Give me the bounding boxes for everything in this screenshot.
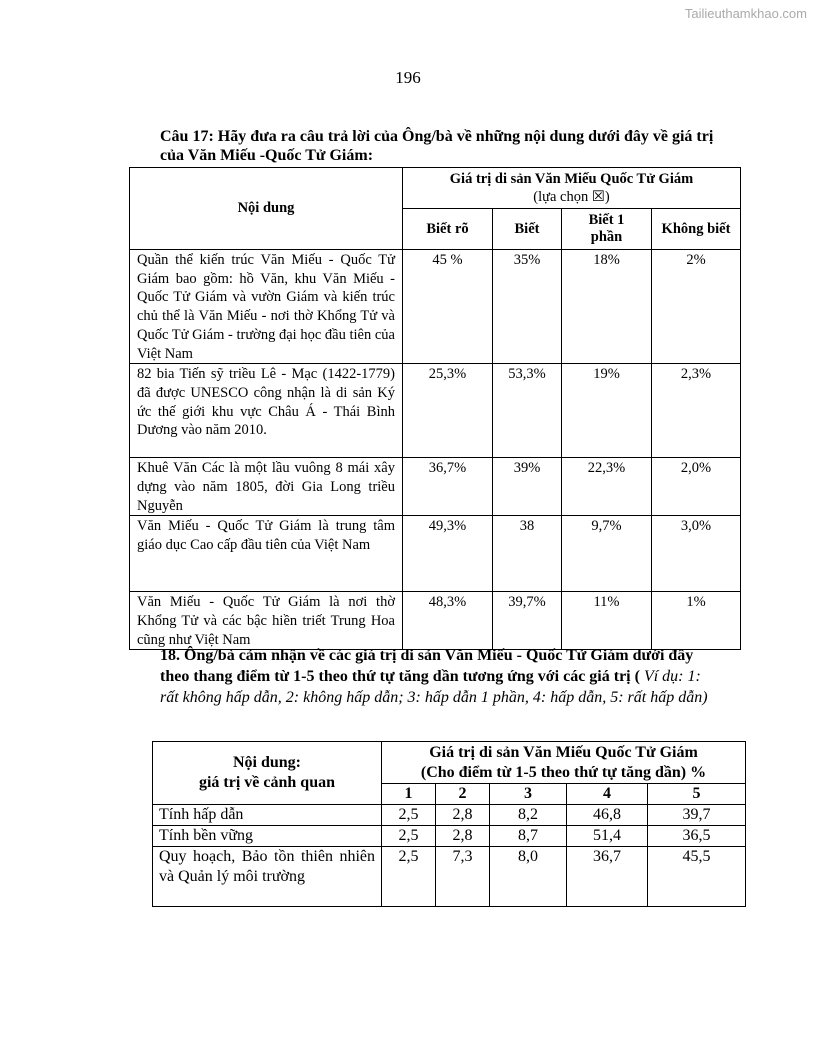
row-content: Tính bền vững bbox=[153, 826, 382, 847]
heritage-value-header bbox=[403, 168, 741, 209]
table-row bbox=[130, 250, 741, 364]
cell-biet-ro: 48,3% bbox=[403, 592, 493, 650]
question-18-example: Ví dụ: 1: rất không hấp dẫn, 2: không hấp dẫn; 3: hấp dẫn 1 phần, 4: hấp dẫn, 5: rất hấp dẫn) bbox=[160, 668, 708, 706]
cell-score-5: 36,5 bbox=[648, 826, 746, 847]
cell-biet-1-phan: 11% bbox=[562, 592, 652, 650]
col-header-biet: Biết bbox=[493, 209, 562, 250]
cell-score-5: 39,7 bbox=[648, 805, 746, 826]
question-18-heading-text: 18. Ông/bà cảm nhận về các giá trị di sản Văn Miếu - Quốc Tử Giám dưới đây theo thang điểm từ 1-5 theo thứ tự tăng dần tương ứng với các giá trị ( bbox=[160, 647, 694, 685]
content-header: Nội dung bbox=[130, 168, 403, 250]
cell-khong-biet: 3,0% bbox=[652, 516, 741, 592]
cell-khong-biet: 2% bbox=[652, 250, 741, 364]
question-18-table bbox=[152, 741, 746, 907]
row-content: Văn Miếu - Quốc Tử Giám là trung tâm giáo dục Cao cấp đầu tiên của Việt Nam bbox=[130, 516, 403, 592]
cell-score-2: 2,8 bbox=[436, 826, 490, 847]
table-row bbox=[130, 364, 741, 458]
cell-score-1: 2,5 bbox=[382, 826, 436, 847]
content-header-line2: giá trị về cảnh quan bbox=[198, 774, 335, 791]
watermark: Tailieuthamkhao.com bbox=[684, 6, 807, 21]
cell-score-4: 51,4 bbox=[567, 826, 648, 847]
cell-biet-ro: 49,3% bbox=[403, 516, 493, 592]
col-header-biet-1-phan: Biết 1 phần bbox=[562, 209, 652, 250]
score-header-1: 1 bbox=[382, 784, 436, 805]
cell-score-2: 7,3 bbox=[436, 847, 490, 907]
row-content: Văn Miếu - Quốc Tử Giám là nơi thờ Khổng Tử và các bậc hiền triết Trung Hoa cũng như Việt Nam bbox=[130, 592, 403, 650]
cell-score-2: 2,8 bbox=[436, 805, 490, 826]
table-row bbox=[153, 847, 746, 907]
cell-khong-biet: 2,0% bbox=[652, 458, 741, 516]
heritage-value-subtitle: (lựa chọn ☒) bbox=[533, 189, 610, 205]
page-number: 196 bbox=[395, 68, 421, 87]
col-header-biet-ro: Biết rõ bbox=[403, 209, 493, 250]
row-content: 82 bia Tiến sỹ triều Lê - Mạc (1422-1779) đã được UNESCO công nhận là di sản Ký ức thế giới khu vực Châu Á - Thái Bình Dương vào năm 2010. bbox=[130, 364, 403, 458]
cell-biet: 35% bbox=[493, 250, 562, 364]
landscape-content-header bbox=[153, 742, 382, 805]
cell-biet: 38 bbox=[493, 516, 562, 592]
table-row bbox=[130, 516, 741, 592]
cell-khong-biet: 2,3% bbox=[652, 364, 741, 458]
question-18-heading bbox=[160, 645, 715, 708]
cell-khong-biet: 1% bbox=[652, 592, 741, 650]
cell-biet: 39,7% bbox=[493, 592, 562, 650]
row-content: Khuê Văn Các là một lầu vuông 8 mái xây dựng vào năm 1805, đời Gia Long triều Nguyễn bbox=[130, 458, 403, 516]
cell-biet-1-phan: 18% bbox=[562, 250, 652, 364]
cell-score-4: 46,8 bbox=[567, 805, 648, 826]
table-row bbox=[130, 592, 741, 650]
score-group-header bbox=[382, 742, 746, 784]
cell-score-4: 36,7 bbox=[567, 847, 648, 907]
content-header-line1: Nội dung: bbox=[232, 754, 302, 771]
score-header-2: 2 bbox=[436, 784, 490, 805]
row-content: Quy hoạch, Bảo tồn thiên nhiên và Quản lý môi trường bbox=[153, 847, 382, 907]
question-17-table bbox=[129, 167, 741, 650]
cell-biet: 53,3% bbox=[493, 364, 562, 458]
table-row bbox=[153, 805, 746, 826]
row-content: Tính hấp dẫn bbox=[153, 805, 382, 826]
row-content: Quần thể kiến trúc Văn Miếu - Quốc Tử Giám bao gồm: hồ Văn, khu Văn Miếu - Quốc Tử Giám và vườn Giám và kiến trúc chủ thể là Văn Miếu - nơi thờ Khổng Tử và Quốc Tử Giám - trường đại học đầu tiên của Việt Nam bbox=[130, 250, 403, 364]
col-header-khong-biet: Không biết bbox=[652, 209, 741, 250]
cell-biet-ro: 25,3% bbox=[403, 364, 493, 458]
cell-score-3: 8,7 bbox=[490, 826, 567, 847]
cell-biet: 39% bbox=[493, 458, 562, 516]
cell-score-5: 45,5 bbox=[648, 847, 746, 907]
cell-score-3: 8,0 bbox=[490, 847, 567, 907]
cell-biet-ro: 36,7% bbox=[403, 458, 493, 516]
score-group-line1: Giá trị di sản Văn Miếu Quốc Tử Giám bbox=[429, 743, 698, 761]
score-header-3: 3 bbox=[490, 784, 567, 805]
score-group-line2: (Cho điểm từ 1-5 theo thứ tự tăng dần) % bbox=[420, 763, 707, 781]
cell-biet-1-phan: 19% bbox=[562, 364, 652, 458]
cell-score-1: 2,5 bbox=[382, 847, 436, 907]
question-17-heading: Câu 17: Hãy đưa ra câu trả lời của Ông/bà về những nội dung dưới đây về giá trị của Văn Miếu -Quốc Tử Giám: bbox=[160, 128, 714, 164]
cell-score-3: 8,2 bbox=[490, 805, 567, 826]
cell-biet-ro: 45 % bbox=[403, 250, 493, 364]
table-row bbox=[130, 458, 741, 516]
cell-biet-1-phan: 22,3% bbox=[562, 458, 652, 516]
score-header-4: 4 bbox=[567, 784, 648, 805]
cell-biet-1-phan: 9,7% bbox=[562, 516, 652, 592]
table-row bbox=[153, 826, 746, 847]
score-header-5: 5 bbox=[648, 784, 746, 805]
heritage-value-title: Giá trị di sản Văn Miếu Quốc Tử Giám bbox=[449, 171, 694, 187]
cell-score-1: 2,5 bbox=[382, 805, 436, 826]
